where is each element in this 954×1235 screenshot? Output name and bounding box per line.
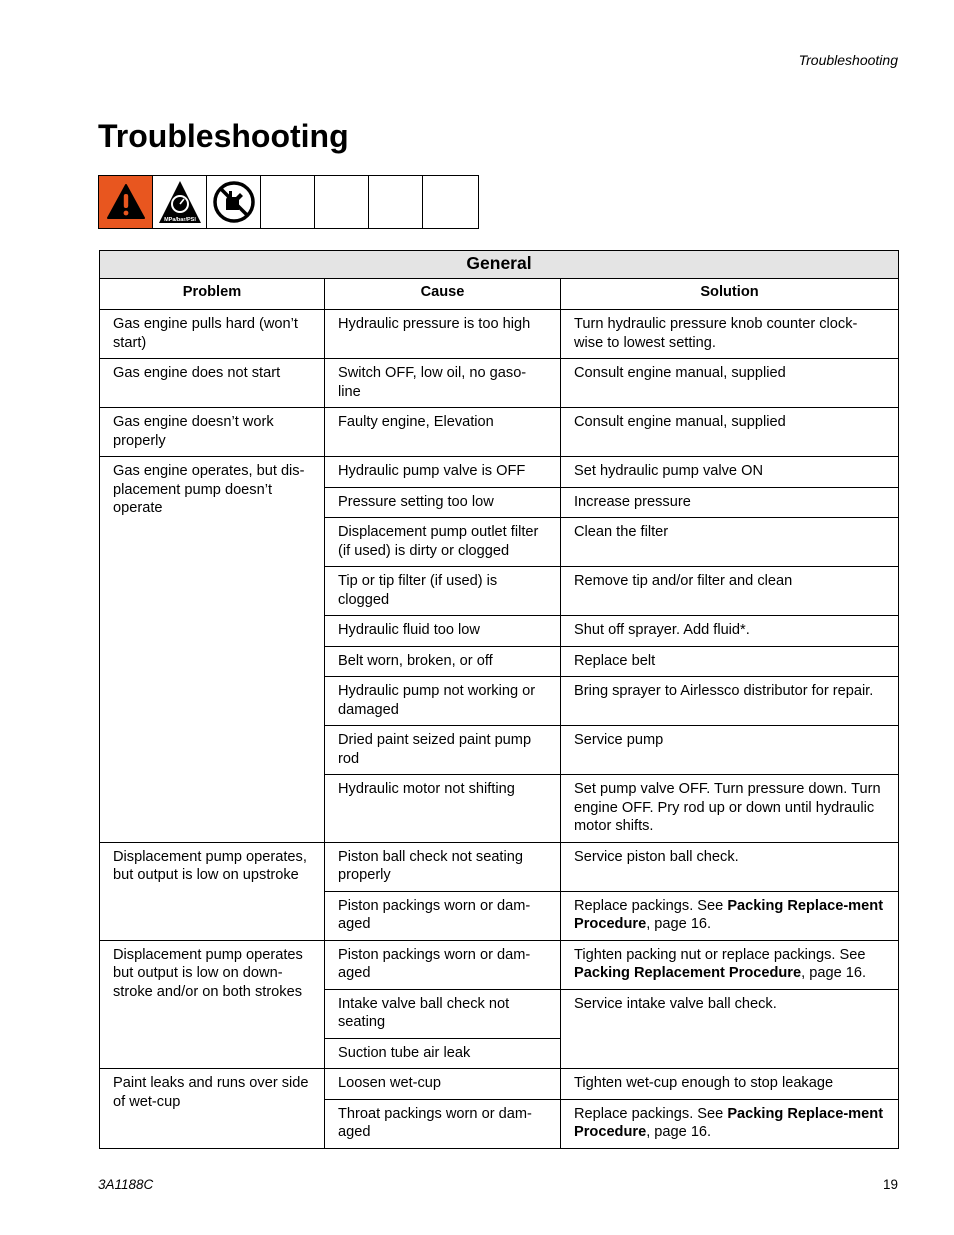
header-solution: Solution <box>561 278 899 310</box>
cause-cell: Hydraulic fluid too low <box>325 616 561 647</box>
pressure-relief-gauge-icon <box>157 179 203 225</box>
header-problem: Problem <box>100 278 325 310</box>
procedure-reference: Packing Replacement Procedure <box>574 965 802 981</box>
section-title: General <box>100 251 899 279</box>
cause-cell: Suction tube air leak <box>325 1038 561 1069</box>
problem-cell: Gas engine pulls hard (won’t start) <box>100 310 325 359</box>
cause-cell: Piston packings worn or dam-aged <box>325 940 561 989</box>
problem-cell: Displacement pump operates, but output is low on upstroke <box>100 842 325 940</box>
table-row <box>100 940 899 989</box>
cause-cell: Displacement pump outlet filter (if used) is dirty or clogged <box>325 518 561 567</box>
solution-cell: Turn hydraulic pressure knob counter clock-wise to lowest setting. <box>561 310 899 359</box>
pressure-relief-cell <box>153 176 207 228</box>
problem-cell: Gas engine does not start <box>100 359 325 408</box>
solution-cell: Increase pressure <box>561 487 899 518</box>
cause-cell: Dried paint seized paint pump rod <box>325 726 561 775</box>
solution-cell <box>561 940 899 989</box>
cause-cell: Throat packings worn or dam-aged <box>325 1099 561 1148</box>
solution-cell: Shut off sprayer. Add fluid*. <box>561 616 899 647</box>
solution-text: Replace packings. See <box>574 897 728 914</box>
cause-cell: Hydraulic pump valve is OFF <box>325 457 561 488</box>
cause-cell: Hydraulic motor not shifting <box>325 775 561 843</box>
solution-cell: Service intake valve ball check. <box>561 989 899 1069</box>
solution-cell <box>561 891 899 940</box>
troubleshooting-table <box>99 250 899 1149</box>
problem-cell: Gas engine doesn’t work properly <box>100 408 325 457</box>
procedure-reference: Packing Replace-ment Procedure <box>574 897 884 932</box>
solution-cell: Set pump valve OFF. Turn pressure down. Turn engine OFF. Pry rod up or down until hydraulic motor shifts. <box>561 775 899 843</box>
column-header-row <box>100 278 899 310</box>
solution-cell: Service piston ball check. <box>561 842 899 891</box>
cause-cell: Tip or tip filter (if used) is clogged <box>325 567 561 616</box>
no-hand-near-nozzle-icon <box>212 180 256 224</box>
problem-cell: Paint leaks and runs over side of wet-cup <box>100 1069 325 1149</box>
solution-cell: Service pump <box>561 726 899 775</box>
page-reference: , page 16. <box>801 965 867 981</box>
solution-cell <box>561 1099 899 1148</box>
problem-cell: Displacement pump operates but output is low on down-stroke and/or on both strokes <box>100 940 325 1069</box>
cause-cell: Hydraulic pump not working or damaged <box>325 677 561 726</box>
warning-triangle-icon <box>106 182 146 222</box>
solution-text: Tighten packing nut or replace packings. See <box>574 946 866 963</box>
solution-cell: Tighten wet-cup enough to stop leakage <box>561 1069 899 1100</box>
cause-cell: Loosen wet-cup <box>325 1069 561 1100</box>
procedure-reference: Packing Replace-ment Procedure <box>574 1105 884 1140</box>
solution-cell: Set hydraulic pump valve ON <box>561 457 899 488</box>
cause-cell: Belt worn, broken, or off <box>325 646 561 677</box>
page-title: Troubleshooting <box>98 118 349 154</box>
table-row <box>100 359 899 408</box>
solution-cell: Clean the filter <box>561 518 899 567</box>
document-number: 3A1188C <box>98 1177 154 1192</box>
pressure-unit-label: MPa/bar/PSI <box>163 217 196 223</box>
solution-text: Replace packings. See <box>574 1105 728 1122</box>
running-head: Troubleshooting <box>798 52 898 68</box>
section-row <box>100 251 899 279</box>
warning-cell <box>99 176 153 228</box>
table-row <box>100 408 899 457</box>
problem-cell: Gas engine operates, but dis-placement pump doesn’t operate <box>100 457 325 843</box>
empty-icon-cell <box>315 176 369 228</box>
empty-icon-cell <box>261 176 315 228</box>
cause-cell: Intake valve ball check not seating <box>325 989 561 1038</box>
cause-cell: Faulty engine, Elevation <box>325 408 561 457</box>
solution-cell: Consult engine manual, supplied <box>561 359 899 408</box>
cause-cell: Switch OFF, low oil, no gaso-line <box>325 359 561 408</box>
empty-icon-cell <box>423 176 478 228</box>
hazard-icon-strip <box>98 175 479 229</box>
table-row <box>100 1069 899 1100</box>
cause-cell: Piston packings worn or dam-aged <box>325 891 561 940</box>
cause-cell: Hydraulic pressure is too high <box>325 310 561 359</box>
solution-cell: Remove tip and/or filter and clean <box>561 567 899 616</box>
header-cause: Cause <box>325 278 561 310</box>
cause-cell: Pressure setting too low <box>325 487 561 518</box>
page-number: 19 <box>882 1177 898 1192</box>
table-row <box>100 310 899 359</box>
table-row <box>100 457 899 488</box>
solution-cell: Bring sprayer to Airlessco distributor for repair. <box>561 677 899 726</box>
no-hands-cell <box>207 176 261 228</box>
empty-icon-cell <box>369 176 423 228</box>
cause-cell: Piston ball check not seating properly <box>325 842 561 891</box>
solution-cell: Consult engine manual, supplied <box>561 408 899 457</box>
solution-cell: Replace belt <box>561 646 899 677</box>
page-reference: , page 16. <box>646 1124 712 1140</box>
table-row <box>100 842 899 891</box>
page-reference: , page 16. <box>646 916 712 932</box>
